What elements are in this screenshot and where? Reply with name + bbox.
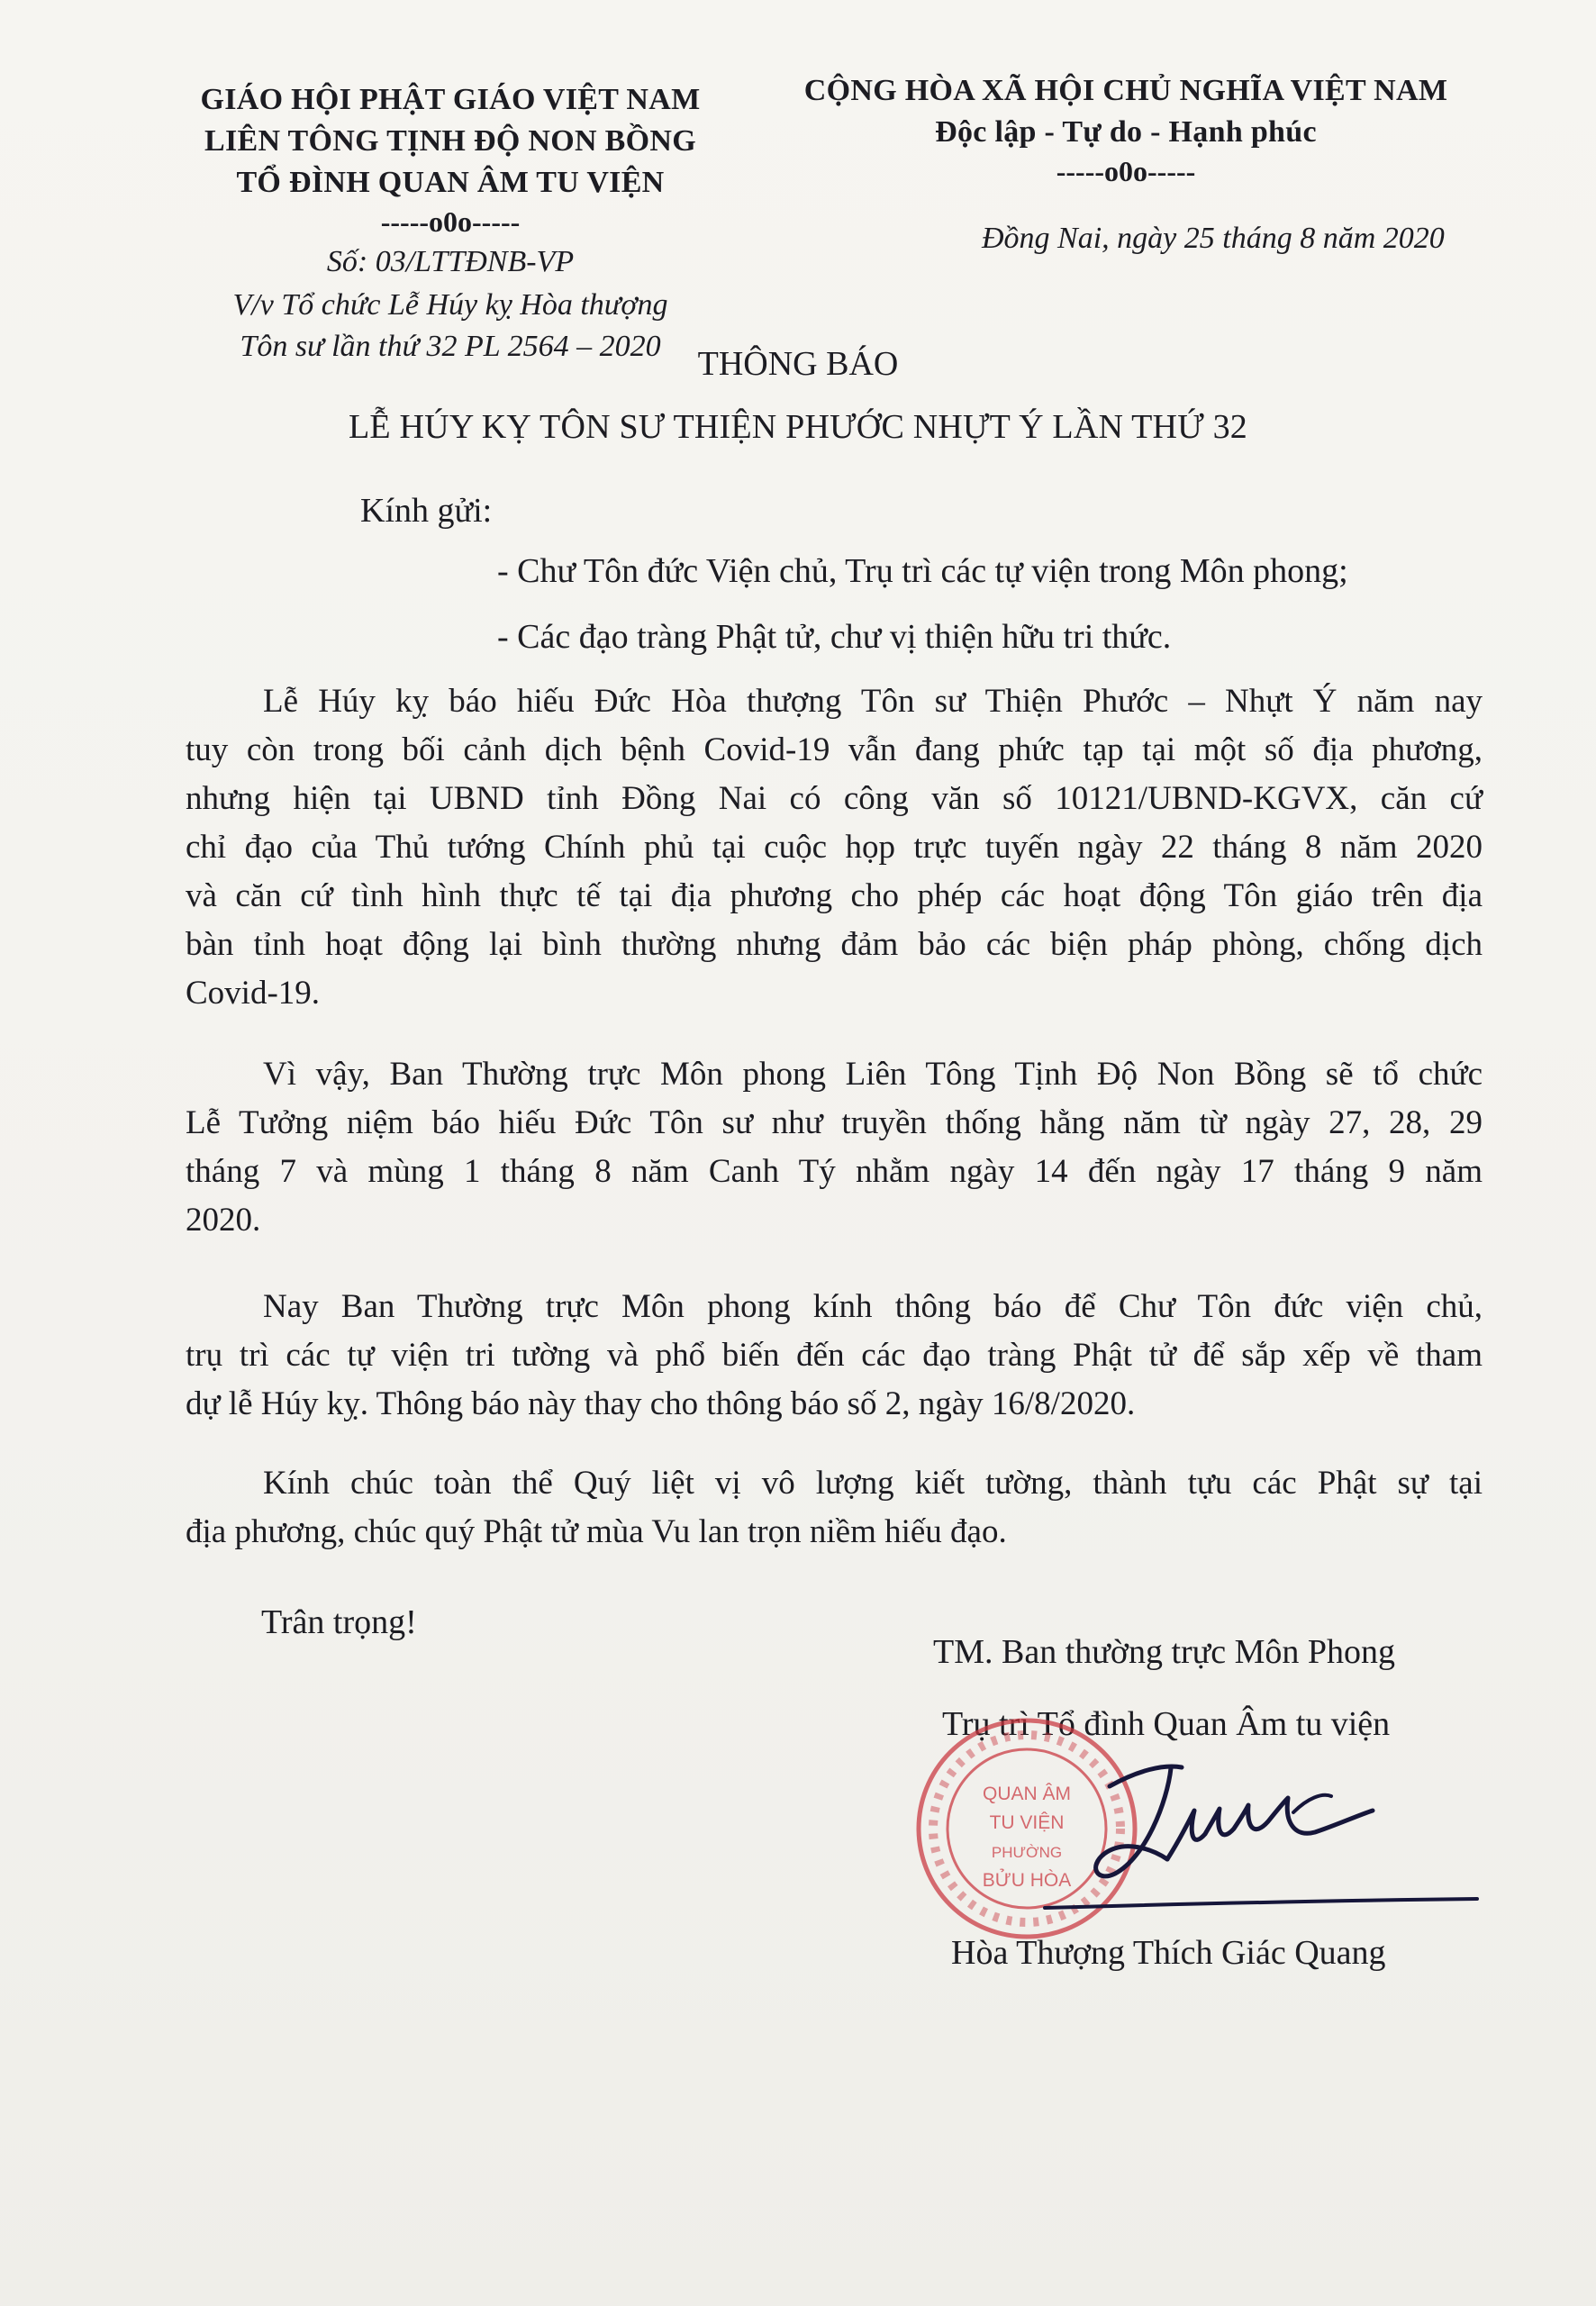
signature-stroke [1167,1798,1373,1859]
document-title: THÔNG BÁO [697,345,899,383]
recipient-1: - Chư Tôn đức Viện chủ, Trụ trì các tự viện trong Môn phong; [497,552,1348,590]
signer-name: Hòa Thượng Thích Giác Quang [951,1934,1386,1972]
paragraph-line: tháng 7 và mùng 1 tháng 8 năm Canh Tý nhằm ngày 14 đến ngày 17 tháng 9 năm [186,1153,1483,1190]
document-number: Số: 03/LTTĐNB-VP [326,245,575,278]
greeting: Kính gửi: [360,492,493,530]
signature-stroke [1293,1795,1331,1812]
paragraph-line: Vì vậy, Ban Thường trực Môn phong Liên Tông Tịnh Độ Non Bồng sẽ tổ chức [263,1056,1483,1093]
paragraph-line: 2020. [186,1202,261,1239]
stamp-text-2: TU VIỆN [989,1812,1065,1833]
stamp-text-4: BỬU HÒA [982,1870,1072,1891]
subject-line-1: V/v Tổ chức Lễ Húy kỵ Hòa thượng [232,288,668,322]
stamp-text-3: PHƯỜNG [991,1844,1063,1861]
paragraph-line: Kính chúc toàn thể Quý liệt vị vô lượng kiết tường, thành tựu các Phật sự tại [263,1465,1483,1502]
org-line-3: TỔ ĐÌNH QUAN ÂM TU VIỆN [236,166,665,199]
stamp-text-1: QUAN ÂM [982,1784,1072,1804]
subject-line-2: Tôn sư lần thứ 32 PL 2564 – 2020 [240,330,661,363]
paragraph-line: và căn cứ tình hình thực tế tại địa phương cho phép các hoạt động Tôn giáo trên địa [186,877,1483,914]
signature-title-1: TM. Ban thường trực Môn Phong [933,1633,1396,1671]
recipient-2: - Các đạo tràng Phật tử, chư vị thiện hữu tri thức. [497,618,1172,656]
paragraph-line: Lễ Húy kỵ báo hiếu Đức Hòa thượng Tôn sư Thiện Phước – Nhựt Ý năm nay [263,683,1483,720]
paragraph-line: nhưng hiện tại UBND tỉnh Đồng Nai có công văn số 10121/UBND-KGVX, căn cứ [186,780,1483,817]
paragraph-line: dự lễ Húy kỵ. Thông báo này thay cho thông báo số 2, ngày 16/8/2020. [186,1385,1136,1422]
date-line: Đồng Nai, ngày 25 tháng 8 năm 2020 [982,222,1445,255]
org-line-2: LIÊN TÔNG TỊNH ĐỘ NON BỒNG [204,124,696,158]
motto-line: Độc lập - Tự do - Hạnh phúc [935,115,1317,149]
paragraph-line: chỉ đạo của Thủ tướng Chính phủ tại cuộc họp trực tuyến ngày 22 tháng 8 năm 2020 [186,829,1483,866]
paragraph-line: Lễ Tưởng niệm báo hiếu Đức Tôn sư như truyền thống hằng năm từ ngày 27, 28, 29 [186,1104,1483,1141]
signature-title-2: Trụ trì Tổ đình Quan Âm tu viện [942,1705,1391,1743]
paragraph-line: địa phương, chúc quý Phật tử mùa Vu lan trọn niềm hiếu đạo. [186,1513,1007,1550]
org-line-1: GIÁO HỘI PHẬT GIÁO VIỆT NAM [200,83,701,116]
closing: Trân trọng! [261,1603,417,1641]
nation-line: CỘNG HÒA XÃ HỘI CHỦ NGHĨA VIỆT NAM [803,74,1448,107]
paragraph-line: Nay Ban Thường trực Môn phong kính thông báo để Chư Tôn đức viện chủ, [263,1288,1483,1325]
document-subtitle: LỄ HÚY KỴ TÔN SƯ THIỆN PHƯỚC NHỰT Ý LẦN THỨ 32 [349,408,1247,446]
paragraph-line: trụ trì các tự viện tri tường và phổ biến đến các đạo tràng Phật tử để sắp xếp về tham [186,1337,1483,1374]
header-left-separator: -----o0o----- [380,205,521,238]
header-right-separator: -----o0o----- [1056,155,1196,187]
paragraph-line: tuy còn trong bối cảnh dịch bệnh Covid-19 vẫn đang phức tạp tại một số địa phương, [186,731,1483,768]
handwritten-signature [1045,1766,1477,1908]
red-seal-stamp [919,1720,1135,1937]
paragraph-line: bàn tỉnh hoạt động lại bình thường nhưng đảm bảo các biện pháp phòng, chống dịch [186,926,1483,963]
paragraph-line: Covid-19. [186,975,321,1012]
